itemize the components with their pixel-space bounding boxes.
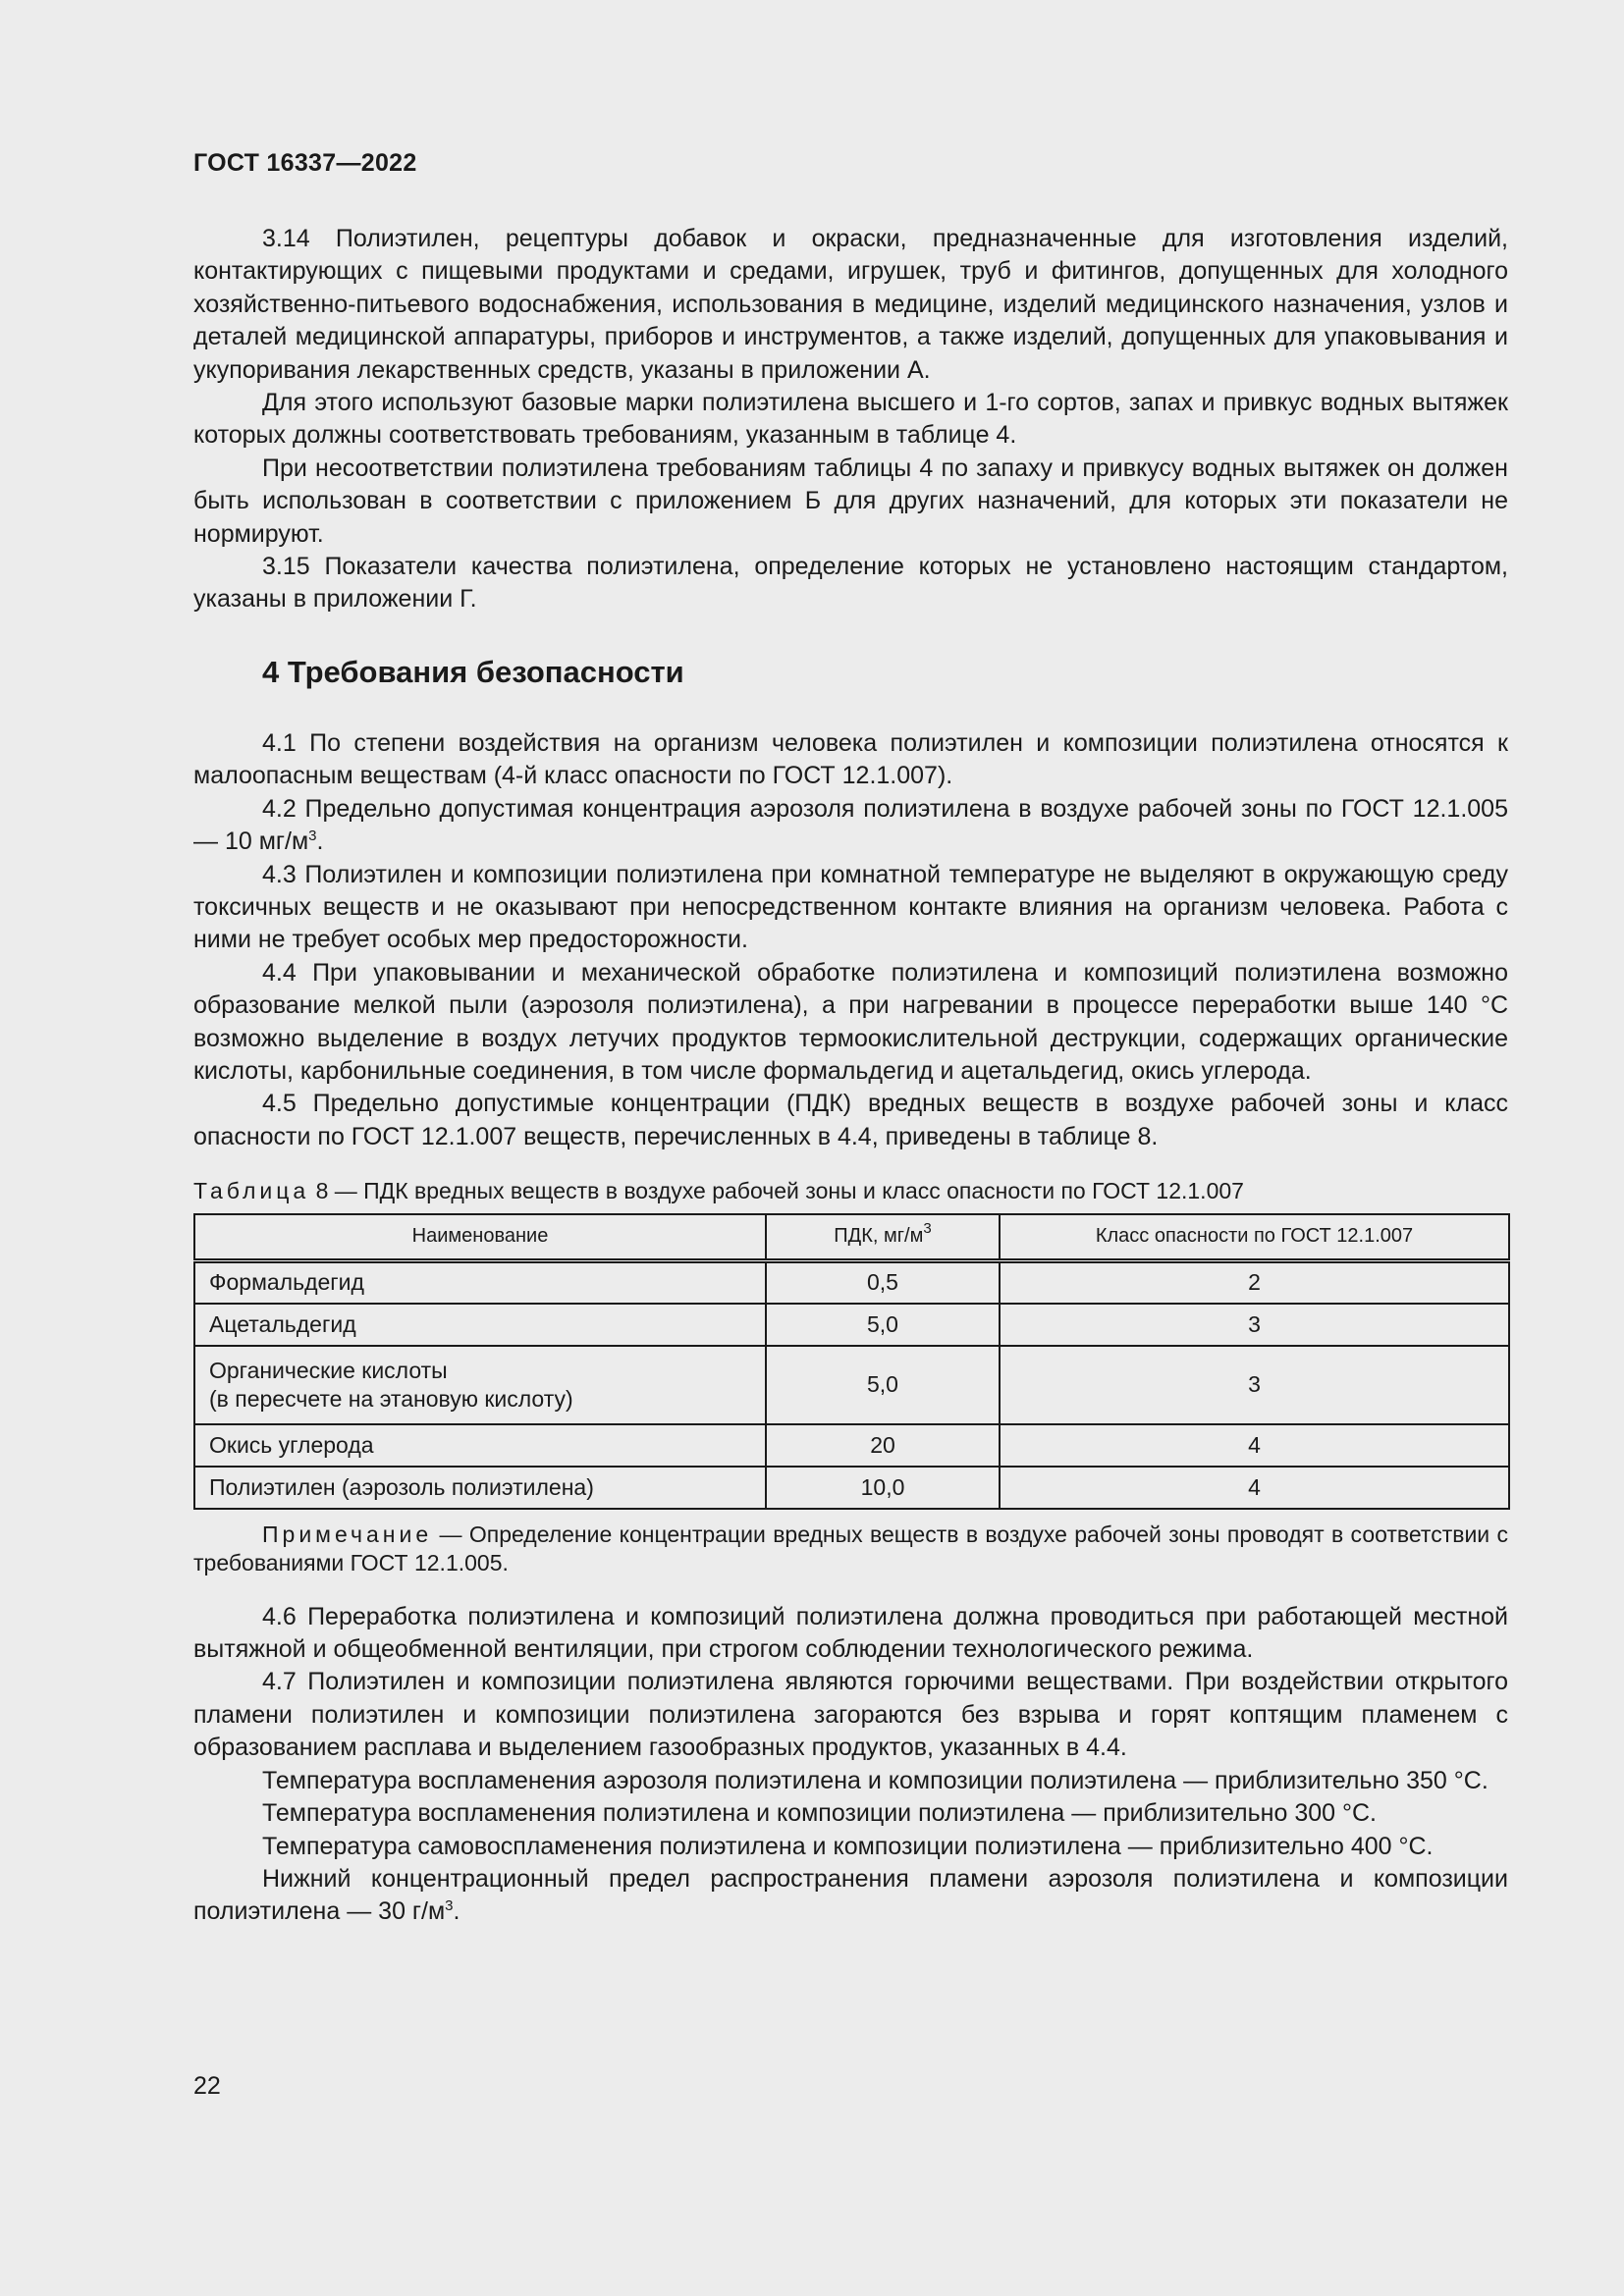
header-pdk bbox=[766, 1214, 1000, 1261]
cell-pdk: 5,0 bbox=[766, 1346, 1000, 1424]
cell-name-line-2: (в пересчете на этановую кислоту) bbox=[209, 1385, 573, 1412]
header-pdk-superscript: 3 bbox=[923, 1220, 932, 1238]
table-row bbox=[194, 1261, 1509, 1304]
table-header-row bbox=[194, 1214, 1509, 1261]
cell-class: 2 bbox=[1000, 1261, 1509, 1304]
table-row bbox=[194, 1304, 1509, 1346]
paragraph-4-2-end: . bbox=[316, 828, 324, 856]
paragraph-aerosol-ignition: Температура воспламенения аэрозоля полиэтилена и композиции полиэтилена — приблизительно 350 °С. bbox=[262, 1766, 1489, 1794]
table-row bbox=[194, 1467, 1509, 1509]
flame-limit-end: . bbox=[453, 1897, 460, 1926]
table-note bbox=[193, 1521, 1508, 1577]
page-number: 22 bbox=[193, 2072, 221, 2100]
cell-name bbox=[194, 1346, 766, 1424]
section-title: 4 Требования безопасности bbox=[262, 654, 684, 689]
table-row bbox=[194, 1346, 1509, 1424]
header-class: Класс опасности по ГОСТ 12.1.007 bbox=[1000, 1214, 1509, 1261]
note-label: Примечание bbox=[262, 1521, 433, 1547]
flame-limit-superscript: 3 bbox=[445, 1897, 454, 1915]
cell-class: 3 bbox=[1000, 1304, 1509, 1346]
cell-name: Окись углерода bbox=[194, 1424, 766, 1467]
header-pdk-text: ПДК, мг/м bbox=[834, 1225, 924, 1248]
paragraph-self-ignition: Температура самовоспламенения полиэтилена и композиции полиэтилена — приблизительно 400 °С. bbox=[262, 1832, 1434, 1860]
paragraph-4-2-text: 4.2 Предельно допустимая концентрация аэрозоля полиэтилена в воздухе рабочей зоны по ГОСТ 12.1.005 — 10 мг/м bbox=[193, 794, 1508, 856]
paragraph-4-6: 4.6 Переработка полиэтилена и композиций полиэтилена должна проводиться при работающей местной вытяжной и общеобменной вентиляции, при строгом соблюдении технологического режима. bbox=[193, 1602, 1508, 1664]
paragraph-4-2 bbox=[193, 793, 1508, 859]
paragraph-3-15: 3.15 Показатели качества полиэтилена, определение которых не установлено настоящим стандартом, указаны в приложении Г. bbox=[193, 553, 1508, 614]
table-row bbox=[194, 1424, 1509, 1467]
table-caption-label: Таблица bbox=[193, 1178, 310, 1204]
cell-pdk: 0,5 bbox=[766, 1261, 1000, 1304]
cell-name: Формальдегид bbox=[194, 1261, 766, 1304]
paragraph-4-4: 4.4 При упаковывании и механической обработке полиэтилена и композиций полиэтилена возможно образование мелкой пыли (аэрозоля полиэтилена), а при нагревании в процессе переработки выше 140 °С возможно выделение в воздух летучих продуктов термоокислительной деструкции, содержащих органические кислоты, карбонильные соединения, в том числе формальдегид и ацетальдегид, окись углерода. bbox=[193, 958, 1508, 1085]
flame-limit-text: Нижний концентрационный предел распространения пламени аэрозоля полиэтилена и композиции полиэтилена — 30 г/м bbox=[193, 1864, 1508, 1926]
header-name: Наименование bbox=[194, 1214, 766, 1261]
document-body bbox=[193, 223, 1508, 1929]
cell-name: Полиэтилен (аэрозоль полиэтилена) bbox=[194, 1467, 766, 1509]
cell-class: 4 bbox=[1000, 1467, 1509, 1509]
paragraph-4-3: 4.3 Полиэтилен и композиции полиэтилена при комнатной температуре не выделяют в окружающую среду токсичных веществ и не оказывают при непосредственном контакте влияния на организм человека. Работа с ними не требует особых мер предосторожности. bbox=[193, 860, 1508, 954]
note-text: — Определение концентрации вредных веществ в воздухе рабочей зоны проводят в соответствии с требованиями ГОСТ 12.1.005. bbox=[193, 1521, 1508, 1575]
table-caption-text: 8 — ПДК вредных веществ в воздухе рабочей зоны и класс опасности по ГОСТ 12.1.007 bbox=[309, 1178, 1244, 1204]
paragraph-nonconformity: При несоответствии полиэтилена требованиям таблицы 4 по запаху и привкусу водных вытяжек он должен быть использован в соответствии с приложением Б для других назначений, для которых эти показатели не нормируют. bbox=[193, 454, 1508, 548]
cell-pdk: 5,0 bbox=[766, 1304, 1000, 1346]
cell-class: 4 bbox=[1000, 1424, 1509, 1467]
paragraph-flame-limit bbox=[193, 1863, 1508, 1929]
paragraph-4-5: 4.5 Предельно допустимые концентрации (ПДК) вредных веществ в воздухе рабочей зоны и класс опасности по ГОСТ 12.1.007 веществ, перечисленных в 4.4, приведены в таблице 8. bbox=[193, 1090, 1508, 1150]
pdk-table bbox=[193, 1213, 1510, 1510]
paragraph-4-1: 4.1 По степени воздействия на организм человека полиэтилен и композиции полиэтилена относятся к малоопасным веществам (4-й класс опасности по ГОСТ 12.1.007). bbox=[193, 728, 1508, 790]
document-header: ГОСТ 16337—2022 bbox=[193, 149, 417, 177]
paragraph-4-2-superscript: 3 bbox=[308, 828, 317, 845]
cell-pdk: 20 bbox=[766, 1424, 1000, 1467]
table-caption bbox=[193, 1175, 1508, 1206]
paragraph-3-14: 3.14 Полиэтилен, рецептуры добавок и окраски, предназначенные для изготовления изделий, контактирующих с пищевыми продуктами и средами, игрушек, труб и фитингов, допущенных для холодного хозяйственно-питьевого водоснабжения, использования в медицине, изделий медицинского назначения, узлов и деталей медицинской аппаратуры, приборов и инструментов, а также изделий, допущенных для упаковывания и укупоривания лекарственных средств, указаны в приложении А. bbox=[193, 225, 1508, 384]
cell-class: 3 bbox=[1000, 1346, 1509, 1424]
paragraph-base-grades: Для этого используют базовые марки полиэтилена высшего и 1-го сортов, запах и привкус водных вытяжек которых должны соответствовать требованиям, указанным в таблице 4. bbox=[193, 389, 1508, 450]
cell-pdk: 10,0 bbox=[766, 1467, 1000, 1509]
cell-name-line-1: Органические кислоты bbox=[209, 1357, 448, 1383]
paragraph-ignition-temperature: Температура воспламенения полиэтилена и композиции полиэтилена — приблизительно 300 °С. bbox=[262, 1799, 1377, 1828]
cell-name: Ацетальдегид bbox=[194, 1304, 766, 1346]
paragraph-4-7: 4.7 Полиэтилен и композиции полиэтилена являются горючими веществами. При воздействии открытого пламени полиэтилен и композиции полиэтилена загораются без взрыва и горят коптящим пламенем с образованием расплава и выделением газообразных продуктов, указанных в 4.4. bbox=[193, 1668, 1508, 1762]
